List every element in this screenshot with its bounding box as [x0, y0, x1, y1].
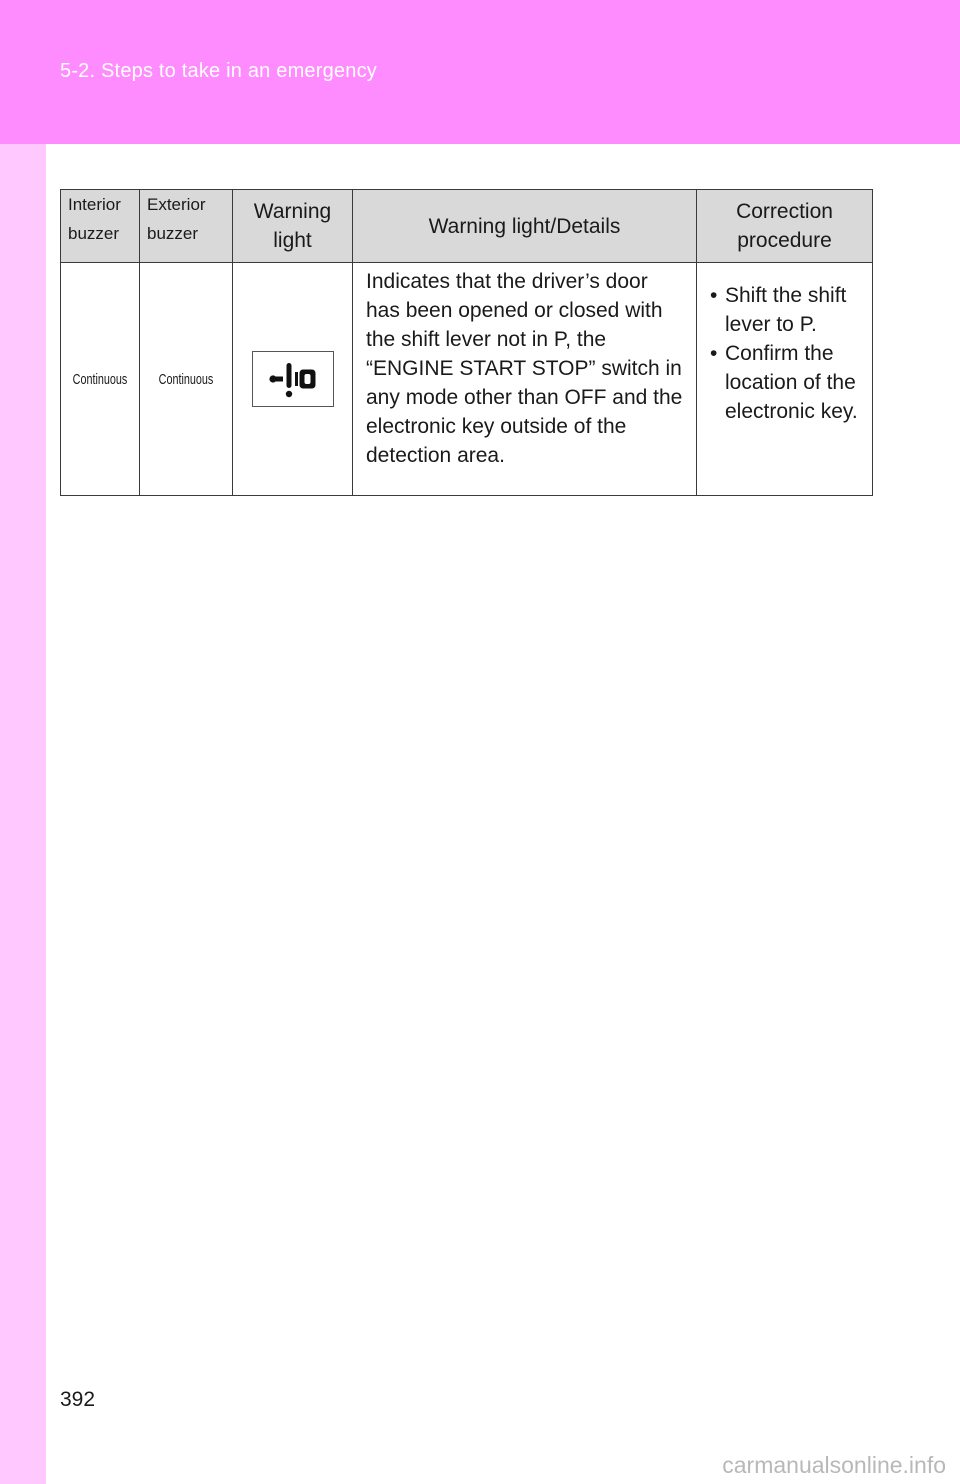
header-interior-buzzer-line2: buzzer — [68, 224, 120, 243]
left-margin-strip — [0, 144, 46, 1484]
header-interior-buzzer — [61, 190, 140, 263]
key-warning-icon-glyph — [267, 359, 319, 399]
correction-step: • Confirm the location of the electronic key. — [710, 339, 868, 426]
header-correction-line2: procedure — [737, 229, 832, 252]
interior-buzzer-value: Continuous — [72, 370, 128, 388]
header-exterior-buzzer — [140, 190, 233, 263]
warning-table — [60, 189, 873, 496]
cell-correction — [697, 263, 873, 496]
cell-exterior-buzzer — [140, 263, 233, 496]
header-interior-buzzer-line1: Interior — [68, 195, 121, 214]
header-correction — [697, 190, 873, 263]
table-header-row — [61, 190, 873, 263]
cell-warning-light — [233, 263, 353, 496]
header-warning-light — [233, 190, 353, 263]
header-correction-line1: Correction — [736, 200, 833, 223]
header-warning-light-line1: Warning — [253, 200, 332, 223]
cell-interior-buzzer — [61, 263, 140, 496]
key-warning-icon — [252, 351, 334, 407]
header-exterior-buzzer-line1: Exterior — [147, 195, 206, 214]
exterior-buzzer-value: Continuous — [158, 370, 214, 388]
page-number: 392 — [60, 1388, 96, 1411]
cell-details: Indicates that the driver’s door has been opened or closed with the shift lever not in P, the “ENGINE START STOP” switch in any mode other than OFF and the electronic key outside of the detection area. — [353, 263, 697, 496]
header-details: Warning light/Details — [353, 190, 697, 263]
correction-step: • Shift the shift lever to P. — [710, 281, 868, 339]
correction-list — [710, 281, 868, 426]
header-exterior-buzzer-line2: buzzer — [147, 224, 199, 243]
watermark: carmanualsonline.info — [722, 1452, 946, 1478]
section-title: 5-2. Steps to take in an emergency — [60, 60, 377, 82]
header-warning-light-line2: light — [273, 229, 312, 252]
table-row — [61, 263, 873, 496]
